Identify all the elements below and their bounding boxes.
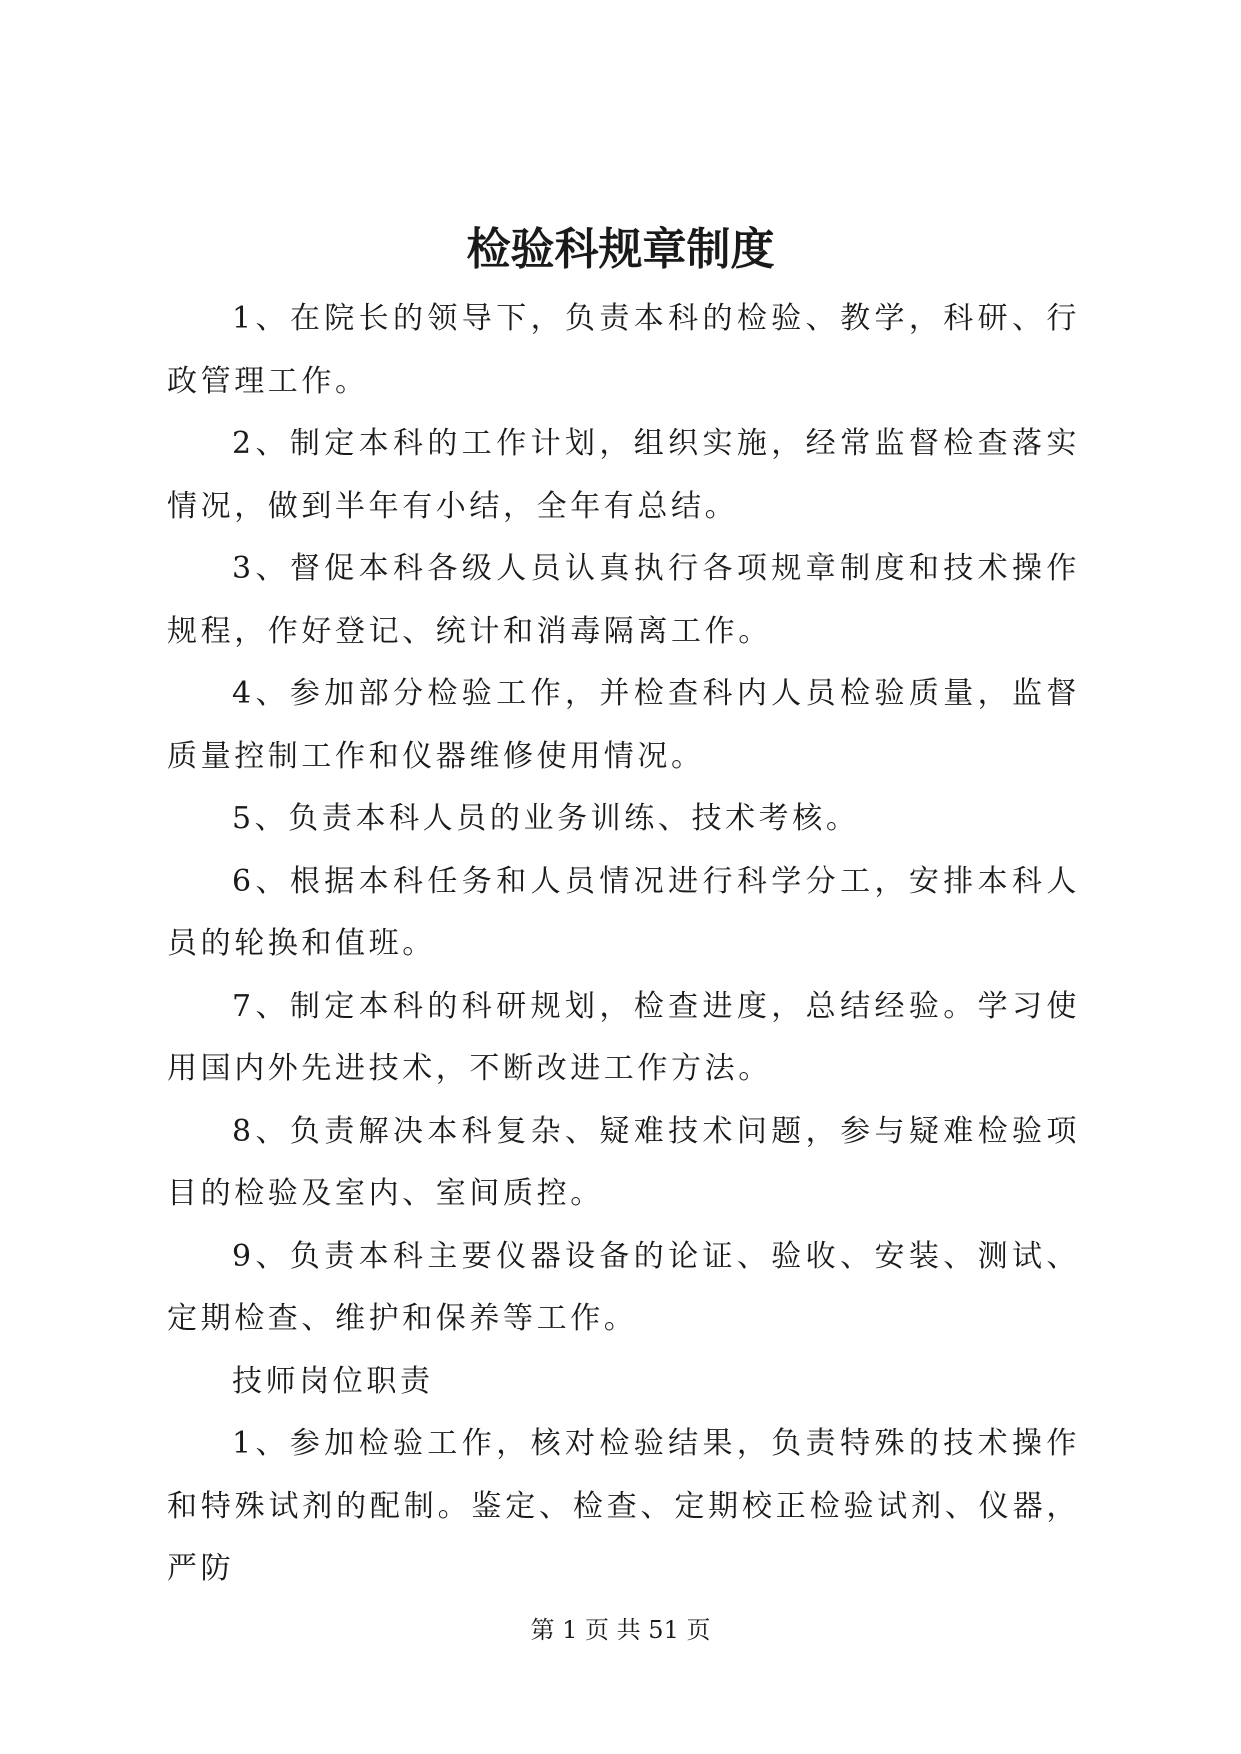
section-heading-technician: 技师岗位职责 <box>232 1363 434 1399</box>
paragraph-6: 6、根据本科任务和人员情况进行科学分工，安排本科人员的轮换和值班。 <box>167 863 1080 961</box>
paragraph-3: 3、督促本科各级人员认真执行各项规章制度和技术操作规程，作好登记、统计和消毒隔离工作。 <box>167 551 1080 649</box>
paragraph-2: 2、制定本科的工作计划，组织实施，经常监督检查落实情况，做到半年有小结，全年有总结。 <box>167 426 1080 524</box>
document-title: 检验科规章制度 <box>466 224 775 275</box>
paragraph-4: 4、参加部分检验工作，并检查科内人员检验质量，监督质量控制工作和仪器维修使用情况。 <box>167 676 1080 774</box>
document-body <box>167 288 1080 1601</box>
page-footer: 第 1 页 共 51 页 <box>530 1616 711 1644</box>
paragraph-5: 5、负责本科人员的业务训练、技术考核。 <box>232 801 860 836</box>
paragraph-7: 7、制定本科的科研规划，检查进度，总结经验。学习使用国内外先进技术，不断改进工作方法。 <box>167 988 1080 1086</box>
paragraph-technician-1: 1、参加检验工作，核对检验结果，负责特殊的技术操作和特殊试剂的配制。鉴定、检查、定期校正检验试剂、仪器，严防 <box>167 1426 1080 1586</box>
paragraph-9: 9、负责本科主要仪器设备的论证、验收、安装、测试、定期检查、维护和保养等工作。 <box>167 1238 1080 1336</box>
paragraph-1: 1、在院长的领导下，负责本科的检验、教学，科研、行政管理工作。 <box>167 301 1080 399</box>
paragraph-8: 8、负责解决本科复杂、疑难技术问题，参与疑难检验项目的检验及室内、室间质控。 <box>167 1113 1080 1211</box>
